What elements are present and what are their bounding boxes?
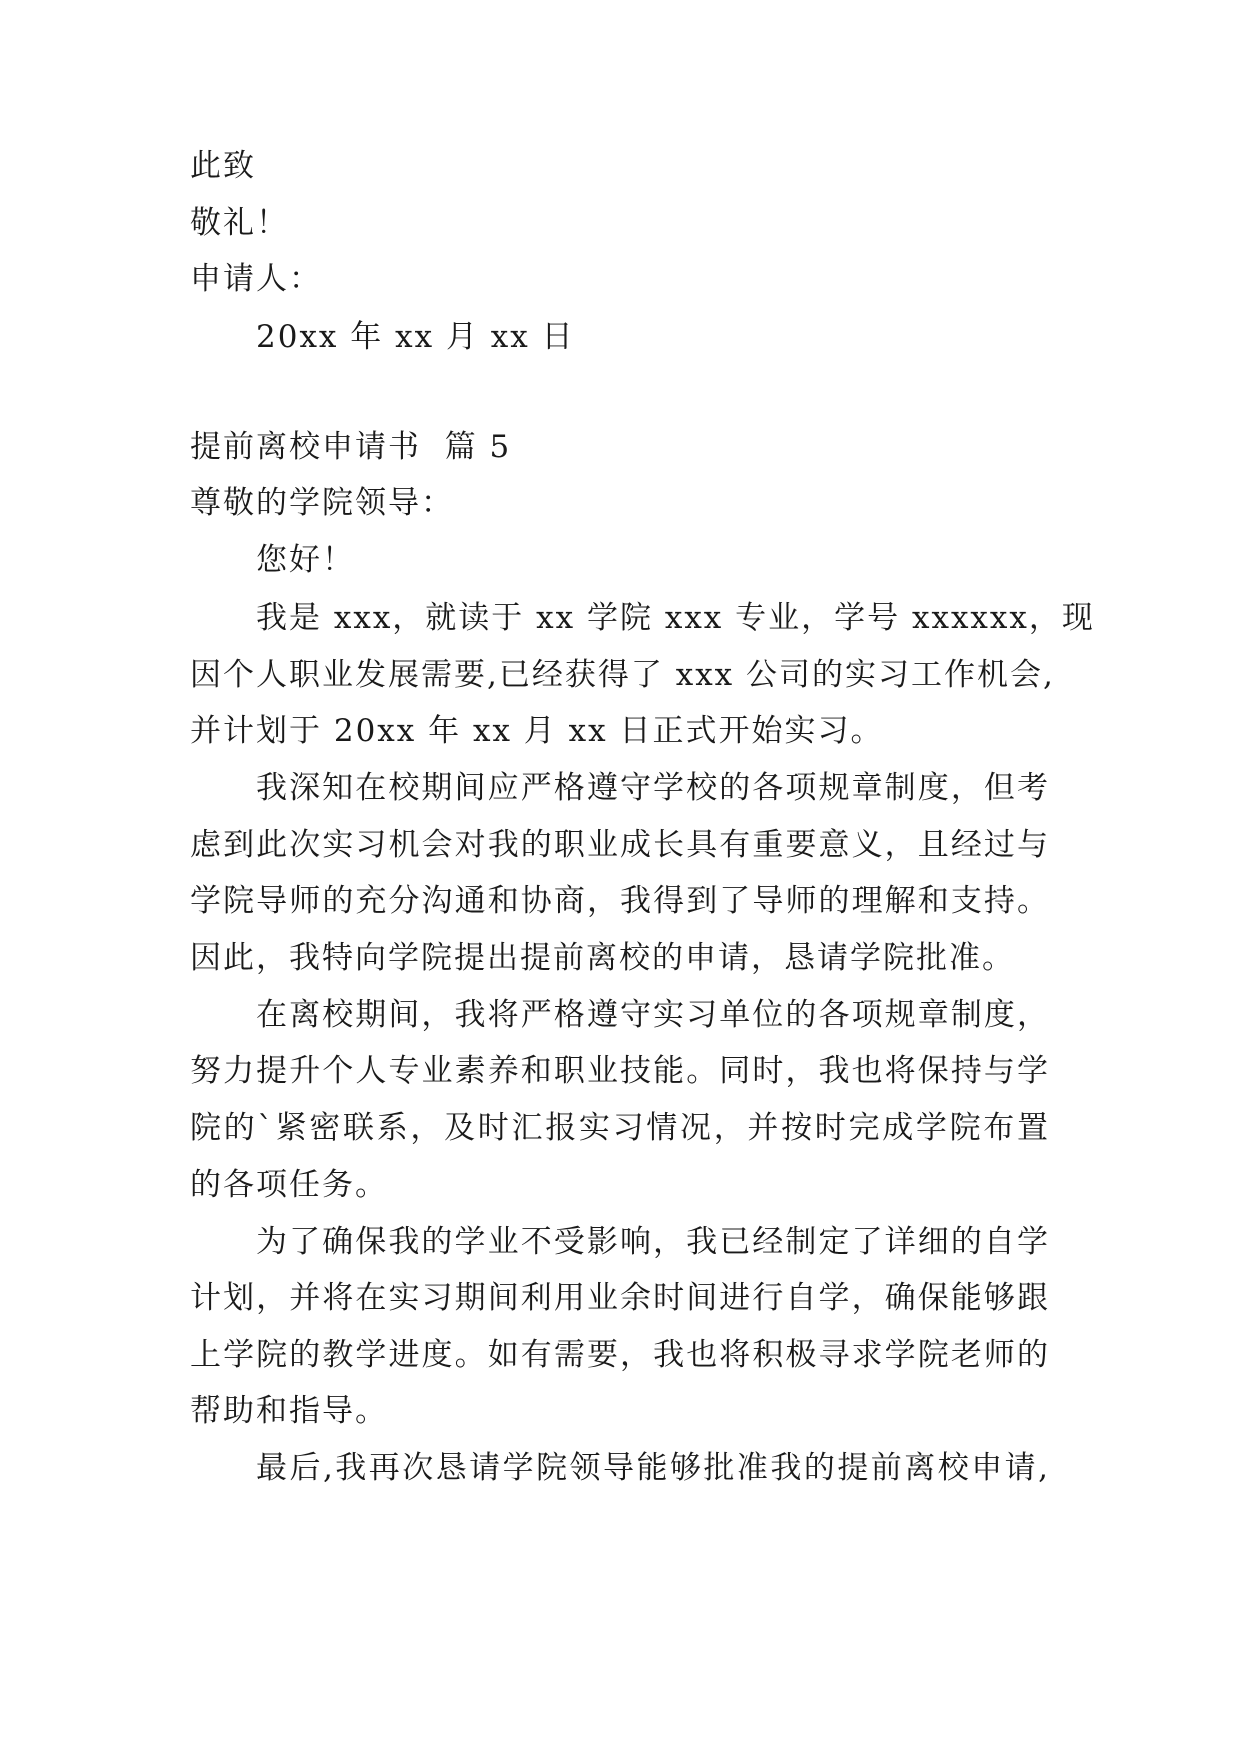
signature-date: 20xx 年 xx 月 xx 日 [256, 319, 575, 355]
paragraph-2-line-1: 我深知在校期间应严格遵守学校的各项规章制度，但考 [256, 770, 1050, 806]
greeting: 您好！ [256, 542, 355, 578]
paragraph-2-line-3: 学院导师的充分沟通和协商，我得到了导师的理解和支持。 [190, 883, 1050, 919]
closing-cizhi: 此致 [190, 148, 256, 184]
salutation: 尊敬的学院领导： [190, 485, 454, 521]
paragraph-2-line-4: 因此，我特向学院提出提前离校的申请，恳请学院批准。 [190, 940, 1015, 976]
paragraph-3-line-4: 的各项任务。 [190, 1167, 388, 1203]
paragraph-4-line-4: 帮助和指导。 [190, 1393, 388, 1429]
paragraph-2-line-2: 虑到此次实习机会对我的职业成长具有重要意义，且经过与 [190, 827, 1050, 863]
section-title: 提前离校申请书 篇 5 [190, 429, 512, 465]
closing-jingli: 敬礼！ [190, 205, 289, 241]
paragraph-4-line-3: 上学院的教学进度。如有需要，我也将积极寻求学院老师的 [190, 1337, 1050, 1373]
paragraph-4-line-2: 计划，并将在实习期间利用业余时间进行自学，确保能够跟 [190, 1280, 1050, 1316]
paragraph-4-line-1: 为了确保我的学业不受影响，我已经制定了详细的自学 [256, 1224, 1050, 1260]
paragraph-5-line-1: 最后,我再次恳请学院领导能够批准我的提前离校申请, [256, 1450, 1050, 1486]
paragraph-1-line-1: 我是 xxx，就读于 xx 学院 xxx 专业，学号 xxxxxx，现 [256, 600, 1095, 636]
paragraph-3-line-1: 在离校期间，我将严格遵守实习单位的各项规章制度， [256, 997, 1050, 1033]
paragraph-1-line-2: 因个人职业发展需要,已经获得了 xxx 公司的实习工作机会, [190, 657, 1055, 693]
applicant-label: 申请人： [190, 261, 322, 297]
paragraph-1-line-3: 并计划于 20xx 年 xx 月 xx 日正式开始实习。 [190, 713, 884, 749]
paragraph-3-line-2: 努力提升个人专业素养和职业技能。同时，我也将保持与学 [190, 1053, 1050, 1089]
paragraph-3-line-3: 院的`紧密联系，及时汇报实习情况，并按时完成学院布置 [190, 1110, 1050, 1146]
